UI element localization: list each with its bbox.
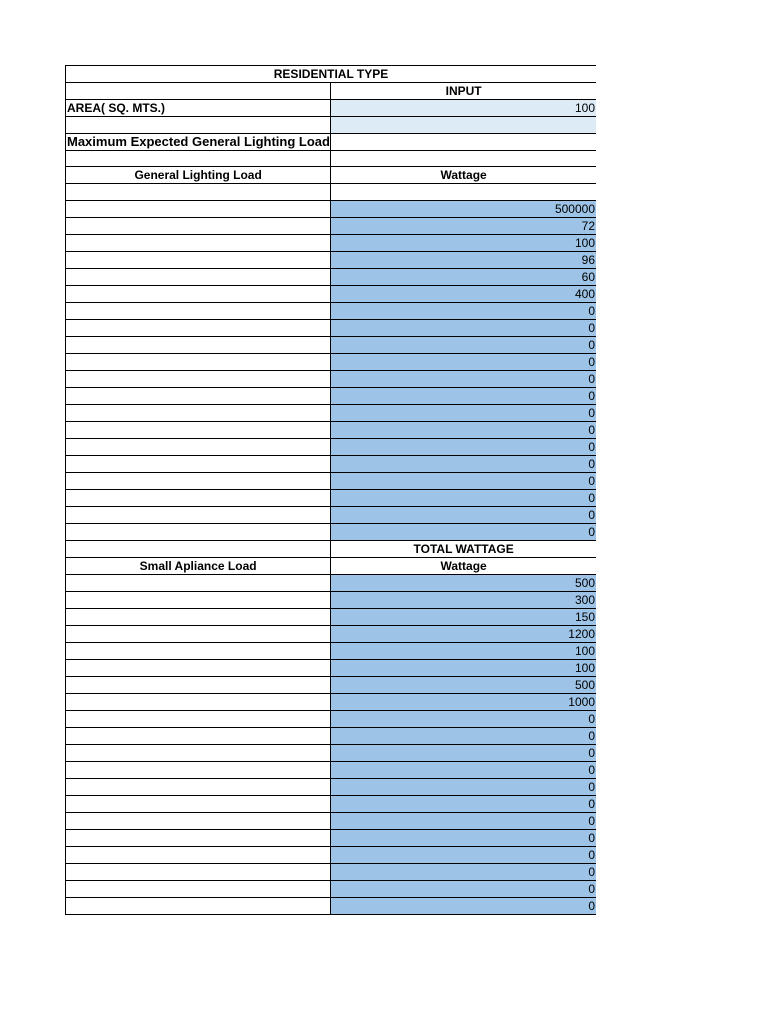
empty-cell[interactable]: [66, 83, 331, 100]
item-cell[interactable]: [66, 863, 331, 880]
item-cell[interactable]: [66, 880, 331, 897]
general-lighting-row: [66, 387, 597, 404]
general-lighting-row: [66, 438, 597, 455]
wattage-cell[interactable]: 0: [331, 302, 596, 319]
empty-cell[interactable]: [66, 540, 331, 557]
small-appliance-row: [66, 778, 597, 795]
wattage-cell[interactable]: 0: [331, 761, 596, 778]
item-cell[interactable]: [66, 846, 331, 863]
general-lighting-row: [66, 455, 597, 472]
item-cell[interactable]: [66, 591, 331, 608]
general-lighting-row: [66, 506, 597, 523]
max-load-row: [66, 133, 597, 150]
wattage-cell[interactable]: 0: [331, 744, 596, 761]
small-appliance-row: [66, 761, 597, 778]
item-cell[interactable]: [66, 217, 331, 234]
item-cell[interactable]: [66, 387, 331, 404]
item-cell[interactable]: [66, 421, 331, 438]
spacer-row: [66, 150, 597, 167]
small-appliance-row: [66, 574, 597, 591]
general-lighting-row: [66, 251, 597, 268]
total-wattage-row: [66, 540, 597, 557]
item-cell[interactable]: [66, 676, 331, 693]
small-appliance-row: [66, 829, 597, 846]
item-cell[interactable]: [66, 268, 331, 285]
general-lighting-row: [66, 523, 597, 540]
spacer-row: [66, 184, 597, 201]
wattage-cell[interactable]: 0: [331, 387, 596, 404]
input-header-row: [66, 83, 597, 100]
empty-cell[interactable]: [66, 184, 331, 201]
wattage-cell[interactable]: 1200: [331, 625, 596, 642]
wattage-cell[interactable]: 96: [331, 251, 596, 268]
wattage-cell[interactable]: 500000: [331, 200, 596, 217]
sheet-title[interactable]: RESIDENTIAL TYPE: [66, 66, 597, 83]
wattage-cell[interactable]: 0: [331, 438, 596, 455]
wattage-cell[interactable]: 0: [331, 863, 596, 880]
small-appliance-row: [66, 863, 597, 880]
total-wattage-label[interactable]: TOTAL WATTAGE: [331, 540, 596, 557]
general-lighting-row: [66, 200, 597, 217]
area-value[interactable]: 100: [331, 100, 596, 117]
wattage-cell[interactable]: 0: [331, 812, 596, 829]
wattage-cell[interactable]: 0: [331, 506, 596, 523]
general-lighting-row: [66, 234, 597, 251]
item-cell[interactable]: [66, 608, 331, 625]
small-appliance-row: [66, 846, 597, 863]
wattage-cell[interactable]: 500: [331, 676, 596, 693]
title-row: [66, 66, 597, 83]
small-appliance-rows: [66, 574, 597, 914]
general-lighting-row: [66, 336, 597, 353]
general-lighting-header-row: [66, 167, 597, 184]
item-cell[interactable]: [66, 302, 331, 319]
small-appliance-row: [66, 812, 597, 829]
wattage-cell[interactable]: 0: [331, 778, 596, 795]
general-lighting-row: [66, 353, 597, 370]
small-appliance-row: [66, 591, 597, 608]
empty-input-cell[interactable]: [331, 117, 596, 134]
item-cell[interactable]: [66, 812, 331, 829]
item-cell[interactable]: [66, 829, 331, 846]
small-appliance-row: [66, 727, 597, 744]
item-cell[interactable]: [66, 472, 331, 489]
max-load-label[interactable]: Maximum Expected General Lighting Load: [67, 133, 330, 149]
item-cell[interactable]: [66, 642, 331, 659]
item-cell[interactable]: [66, 625, 331, 642]
spacer-row: [66, 117, 597, 134]
general-lighting-row: [66, 370, 597, 387]
small-appliance-row: [66, 897, 597, 914]
item-cell[interactable]: [66, 795, 331, 812]
wattage-cell[interactable]: 0: [331, 523, 596, 540]
item-cell[interactable]: [66, 455, 331, 472]
wattage-cell[interactable]: 0: [331, 829, 596, 846]
small-appliance-row: [66, 710, 597, 727]
general-lighting-row: [66, 472, 597, 489]
wattage-cell[interactable]: 400: [331, 285, 596, 302]
item-cell[interactable]: [66, 353, 331, 370]
item-cell[interactable]: [66, 336, 331, 353]
small-appliance-header[interactable]: Small Apliance Load: [66, 557, 331, 574]
item-cell[interactable]: [66, 370, 331, 387]
item-cell[interactable]: [66, 659, 331, 676]
general-lighting-row: [66, 302, 597, 319]
wattage-cell[interactable]: 0: [331, 404, 596, 421]
general-lighting-wattage-header[interactable]: Wattage: [331, 167, 596, 184]
general-lighting-rows: [66, 200, 597, 540]
wattage-cell[interactable]: 0: [331, 710, 596, 727]
item-cell[interactable]: [66, 438, 331, 455]
small-appliance-header-row: [66, 557, 597, 574]
wattage-cell[interactable]: 0: [331, 319, 596, 336]
general-lighting-row: [66, 489, 597, 506]
item-cell[interactable]: [66, 523, 331, 540]
input-header[interactable]: INPUT: [331, 83, 596, 100]
item-cell[interactable]: [66, 710, 331, 727]
wattage-cell[interactable]: 60: [331, 268, 596, 285]
wattage-cell[interactable]: 150: [331, 608, 596, 625]
item-cell[interactable]: [66, 897, 331, 914]
wattage-cell[interactable]: 0: [331, 897, 596, 914]
wattage-cell[interactable]: 0: [331, 727, 596, 744]
wattage-cell[interactable]: 1000: [331, 693, 596, 710]
item-cell[interactable]: [66, 489, 331, 506]
wattage-cell[interactable]: 0: [331, 421, 596, 438]
small-appliance-row: [66, 659, 597, 676]
item-cell[interactable]: [66, 727, 331, 744]
item-cell[interactable]: [66, 506, 331, 523]
item-cell[interactable]: [66, 234, 331, 251]
wattage-cell[interactable]: 0: [331, 795, 596, 812]
max-load-value[interactable]: [331, 133, 596, 150]
empty-cell[interactable]: [66, 150, 331, 167]
area-row: [66, 100, 597, 117]
item-cell[interactable]: [66, 761, 331, 778]
area-label[interactable]: AREA( SQ. MTS.): [66, 100, 331, 117]
general-lighting-header[interactable]: General Lighting Load: [66, 167, 331, 184]
item-cell[interactable]: [66, 744, 331, 761]
general-lighting-row: [66, 421, 597, 438]
small-appliance-row: [66, 608, 597, 625]
empty-cell[interactable]: [66, 117, 331, 134]
empty-cell[interactable]: [331, 150, 596, 167]
general-lighting-row: [66, 319, 597, 336]
general-lighting-row: [66, 285, 597, 302]
wattage-cell[interactable]: 0: [331, 472, 596, 489]
item-cell[interactable]: [66, 574, 331, 591]
wattage-cell[interactable]: 100: [331, 659, 596, 676]
wattage-cell[interactable]: 0: [331, 880, 596, 897]
general-lighting-row: [66, 404, 597, 421]
wattage-cell[interactable]: 500: [331, 574, 596, 591]
wattage-cell[interactable]: 100: [331, 234, 596, 251]
wattage-cell[interactable]: 100: [331, 642, 596, 659]
wattage-cell[interactable]: 0: [331, 336, 596, 353]
wattage-cell[interactable]: 0: [331, 846, 596, 863]
item-cell[interactable]: [66, 200, 331, 217]
small-appliance-row: [66, 880, 597, 897]
empty-cell[interactable]: [331, 184, 596, 201]
item-cell[interactable]: [66, 285, 331, 302]
general-lighting-row: [66, 217, 597, 234]
wattage-cell[interactable]: 300: [331, 591, 596, 608]
item-cell[interactable]: [66, 251, 331, 268]
small-appliance-row: [66, 795, 597, 812]
small-appliance-row: [66, 642, 597, 659]
item-cell[interactable]: [66, 404, 331, 421]
load-schedule-sheet: [65, 65, 596, 915]
item-cell[interactable]: [66, 693, 331, 710]
wattage-cell[interactable]: 0: [331, 353, 596, 370]
wattage-cell[interactable]: 0: [331, 455, 596, 472]
wattage-cell[interactable]: 0: [331, 489, 596, 506]
general-lighting-row: [66, 268, 597, 285]
wattage-cell[interactable]: 0: [331, 370, 596, 387]
small-appliance-row: [66, 625, 597, 642]
small-appliance-row: [66, 744, 597, 761]
item-cell[interactable]: [66, 778, 331, 795]
wattage-cell[interactable]: 72: [331, 217, 596, 234]
small-appliance-row: [66, 676, 597, 693]
item-cell[interactable]: [66, 319, 331, 336]
small-appliance-wattage-header[interactable]: Wattage: [331, 557, 596, 574]
small-appliance-row: [66, 693, 597, 710]
